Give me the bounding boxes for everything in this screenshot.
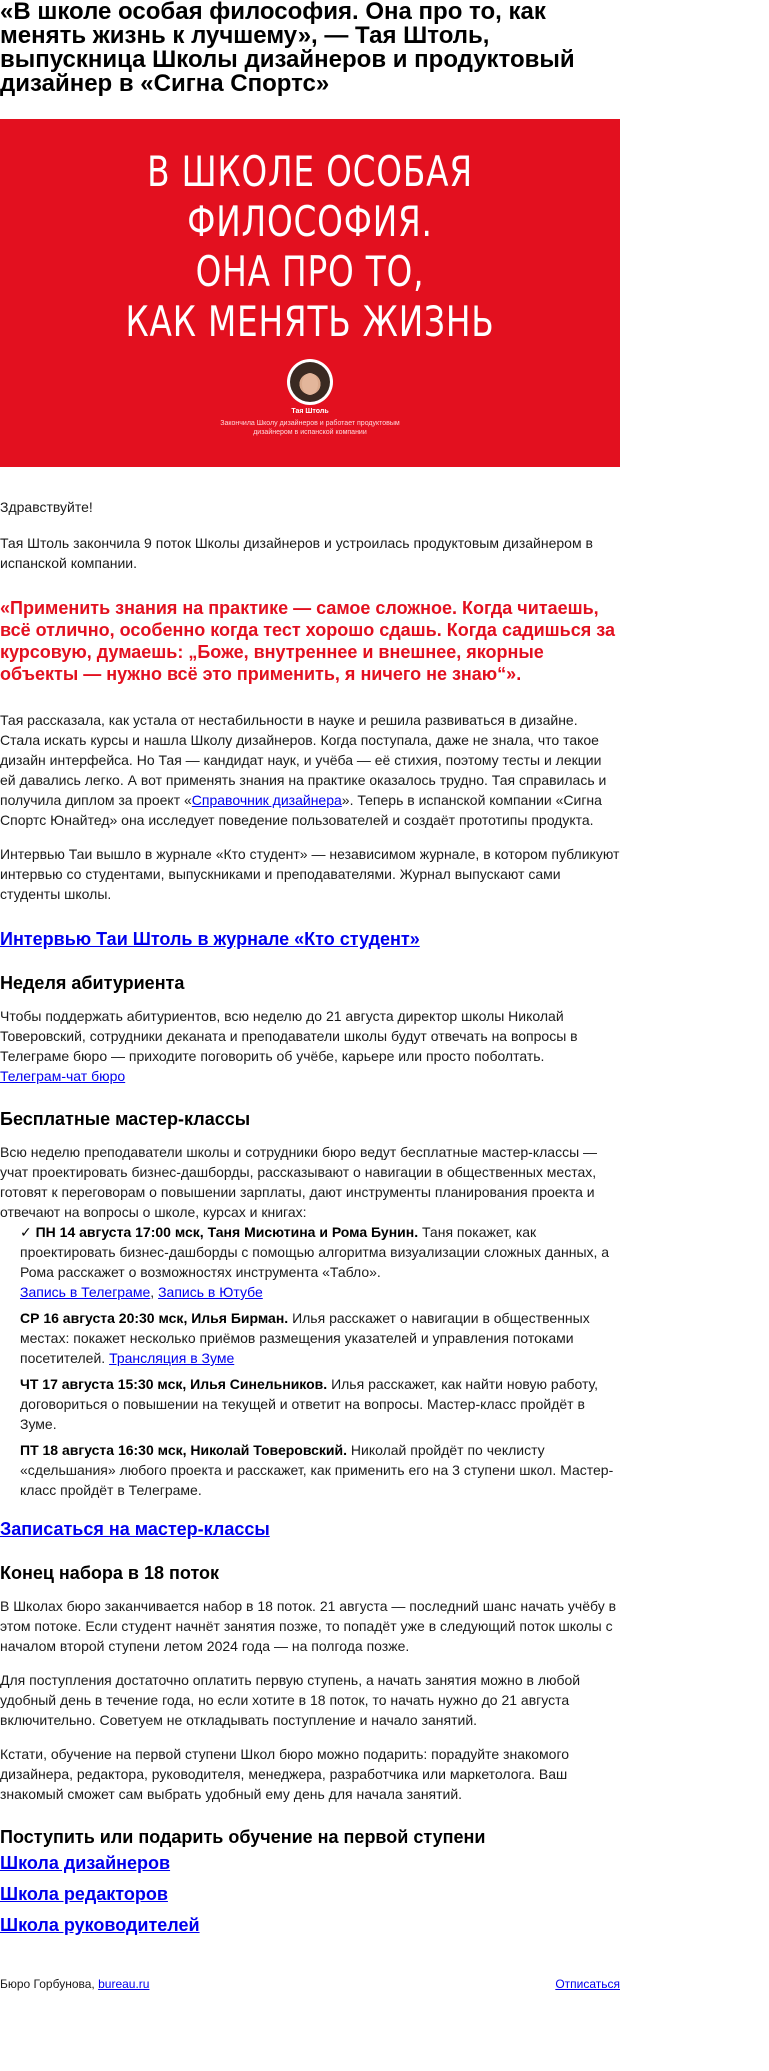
- youtube-recording-link[interactable]: Запись в Ютубе: [158, 1284, 263, 1300]
- footer-org: [0, 1976, 149, 1992]
- designer-handbook-link[interactable]: Справочник дизайнера: [191, 792, 342, 808]
- bureau-site-link[interactable]: bureau.ru: [98, 1977, 150, 1991]
- list-item: [20, 1374, 620, 1434]
- list-item: [20, 1222, 620, 1302]
- page-title: «В школе особая философия. Она про то, как менять жизнь к лучшему», — Тая Штоль, выпускница Школы дизайнеров и продуктовый дизайнер в «Сигна Спортс»: [0, 0, 575, 97]
- hero-banner: [0, 119, 620, 467]
- week-paragraph: Чтобы поддержать абитуриентов, всю неделю до 21 августа директор школы Николай Товеровский, сотрудники деканата и преподаватели школы будут отвечать на вопросы в Телеграме бюро — приходите поговорить об учёбе, карьере или просто поболтать.: [0, 1008, 578, 1064]
- telegram-recording-link[interactable]: Запись в Телеграме: [20, 1284, 151, 1300]
- list-item: [20, 1308, 620, 1368]
- hero-line-4: КАК МЕНЯТЬ ЖИЗНЬ: [125, 297, 495, 346]
- portrait-photo: [290, 362, 330, 402]
- event-time: ✓ ПН 14 августа 17:00 мск, Таня Мисютина и Рома Бунин.: [20, 1224, 419, 1240]
- enrollment-end-heading: Конец набора в 18 поток: [0, 1563, 220, 1583]
- list-item: [20, 1440, 620, 1500]
- enrollment-paragraph-1: В Школах бюро заканчивается набор в 18 поток. 21 августа — последний шанс начать учёбу в этом потоке. Если студент начнёт занятия позже, то попадёт уже в следующий поток школы с началом второй ступени летом 2024 года — на полгода позже.: [0, 1598, 617, 1654]
- story-text-after: ». Теперь в испанской компании «Сигна Спортс Юнайтед» она исследует поведение пользователей и создаёт прототипы продукта.: [0, 792, 602, 828]
- school-links: [0, 1852, 620, 1936]
- week-heading: Неделя абитуриента: [0, 973, 185, 993]
- enroll-heading: Поступить или подарить обучение на первой ступени: [0, 1827, 486, 1847]
- event-time: ПТ 18 августа 16:30 мск, Николай Товеровский.: [20, 1442, 347, 1458]
- event-description: Илья расскажет о навигации в общественных местах: покажет несколько приёмов размещения указателей и управления потоками посетителей.: [20, 1310, 590, 1366]
- enrollment-paragraph-3: Кстати, обучение на первой ступени Школ бюро можно подарить: порадуйте знакомого дизайнера, редактора, руководителя, менеджера, разработчика или маркетолога. Ваш знакомый сможет сам выбрать удобный ему день для начала занятий.: [0, 1746, 570, 1802]
- avatar: [287, 359, 333, 405]
- zoom-stream-link[interactable]: Трансляция в Зуме: [109, 1350, 235, 1366]
- hero-person-caption: Закончила Школу дизайнеров и работает продуктовым дизайнером в испанской компании: [220, 420, 400, 436]
- greeting: Здравствуйте!: [0, 499, 93, 515]
- pull-quote: «Применить знания на практике — самое сложное. Когда читаешь, всё отлично, особенно когда тест хорошо сдашь. Когда садишься за курсовую, думаешь: „Боже, внутреннее и внешнее, якорные объекты — нужно всё это применить, я ничего не знаю“».: [0, 598, 615, 684]
- intro-paragraph: Тая Штоль закончила 9 поток Школы дизайнеров и устроилась продуктовым дизайнером в испанской компании.: [0, 535, 593, 571]
- master-class-list: [0, 1222, 620, 1500]
- story-paragraph: [0, 710, 620, 830]
- event-time: СР 16 августа 20:30 мск, Илья Бирман.: [20, 1310, 289, 1326]
- event-time: ЧТ 17 августа 15:30 мск, Илья Синельников.: [20, 1376, 328, 1392]
- editors-school-link[interactable]: Школа редакторов: [0, 1884, 168, 1904]
- hero-line-1: В ШКОЛЕ ОСОБАЯ: [147, 147, 473, 196]
- event-description: Илья расскажет, как найти новую работу, договориться о повышении на текущей и ответит на вопросы. Мастер-класс пройдёт в Зуме.: [20, 1376, 599, 1432]
- master-signup-link[interactable]: Записаться на мастер-классы: [0, 1519, 270, 1539]
- journal-interview-link[interactable]: Интервью Таи Штоль в журнале «Кто студент»: [0, 929, 420, 949]
- master-paragraph: Всю неделю преподаватели школы и сотрудники бюро ведут бесплатные мастер-классы — учат проектировать бизнес-дашборды, рассказывают о навигации в общественных местах, готовят к переговорам о повышении зарплаты, дают инструменты планирования проекта и отвечают на вопросы о школе, курсах и книгах:: [0, 1144, 598, 1220]
- hero-line-2: ФИЛОСОФИЯ.: [187, 197, 433, 246]
- hero-person-name: Тая Штоль: [291, 408, 329, 415]
- event-description: Таня покажет, как проектировать бизнес-дашборды с помощью алгоритма визуализации сложных данных, а Рома расскажет о возможностях инструмента «Табло».: [20, 1224, 610, 1280]
- master-heading: Бесплатные мастер-классы: [0, 1109, 251, 1129]
- footer: [0, 1976, 620, 1992]
- enrollment-paragraph-2: Для поступления достаточно оплатить первую ступень, а начать занятия можно в любой удобный день в течение года, но если хотите в 18 поток, то начать нужно до 21 августа включительно. Советуем не откладывать поступление и начало занятий.: [0, 1672, 581, 1728]
- event-description: Николай пройдёт по чеклисту «сдельшания» любого проекта и расскажет, как применить его на 3 ступени школ. Мастер-класс пройдёт в Телеграме.: [20, 1442, 614, 1498]
- telegram-chat-link[interactable]: Телеграм-чат бюро: [0, 1068, 126, 1084]
- designers-school-link[interactable]: Школа дизайнеров: [0, 1853, 171, 1873]
- link-separator: ,: [150, 1284, 159, 1300]
- managers-school-link[interactable]: Школа руководителей: [0, 1915, 200, 1935]
- unsubscribe-link[interactable]: Отписаться: [555, 1977, 620, 1991]
- story-text-before: Тая рассказала, как устала от нестабильности в науке и решила развиваться в дизайне. Стала искать курсы и нашла Школу дизайнеров. Когда поступала, даже не знала, что такое дизайн интерфейса. Но Тая — кандидат наук, и учёба — её стихия, поэтому тесты и лекции ей давались легко. А вот применять знания на практике оказалось трудно. Тая справилась и получила диплом за проект «: [0, 712, 607, 808]
- footer-org-name: Бюро Горбунова,: [0, 1977, 99, 1991]
- journal-paragraph: Интервью Таи вышло в журнале «Кто студент» — независимом журнале, в котором публикуют интервью со студентами, выпускниками и преподавателями. Журнал выпускают сами студенты школы.: [0, 846, 620, 902]
- hero-line-3: ОНА ПРО ТО,: [195, 247, 425, 296]
